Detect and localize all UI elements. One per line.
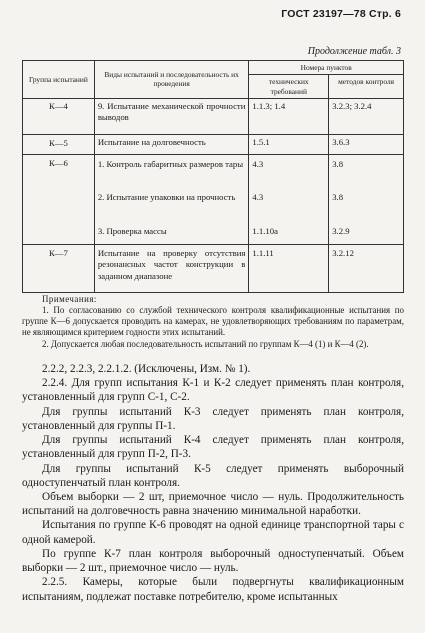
notes-title: Примечания: [42, 294, 97, 304]
cell-group [23, 222, 95, 244]
cell-test: 9. Испытание механической прочности выводов [94, 98, 249, 134]
cell-tech: 1.5.1 [249, 134, 329, 154]
cell-test: 3. Проверка массы [94, 222, 249, 244]
paragraph: По группе К-7 план контроля выборочный одноступенчатый. Объем выборки — 2 шт., приемочное число — нуль. [22, 547, 404, 575]
paragraph: Для группы испытаний К-3 следует применять план контроля, установленный для группы П-1. [22, 405, 404, 432]
cell-test: Испытание на долговечность [94, 134, 249, 154]
standard-header: ГОСТ 23197—78 Стр. 6 [281, 8, 401, 20]
cell-method: 3.2.3; 3.2.4 [329, 98, 404, 134]
cell-tech: 1.1.10а [249, 222, 329, 244]
cell-test: 1. Контроль габаритных размеров тары [94, 154, 249, 188]
cell-tech: 4.3 [249, 188, 329, 222]
cell-group [23, 188, 95, 222]
table-row [23, 222, 404, 244]
cell-group: К—5 [23, 134, 95, 154]
paragraph: 2.2.2, 2.2.3, 2.2.1.2. (Исключены, Изм. № 1). [42, 363, 251, 375]
paragraph: 2.2.4. Для групп испытания К-1 и К-2 следует применять план контроля, установленный для групп С-1, С-2. [22, 377, 404, 404]
paragraph: Для группы испытаний К-5 следует применять выборочный одноступенчатый план контроля. [22, 462, 404, 489]
notes-block [22, 294, 404, 350]
header-methods: методов контроля [329, 75, 404, 99]
table-continuation-label: Продолжение табл. 3 [307, 46, 401, 57]
header-group: Группа испытаний [23, 61, 95, 99]
body-text [22, 362, 404, 604]
table-row [23, 244, 404, 292]
cell-method: 3.2.9 [329, 222, 404, 244]
note-1: 1. По согласованию со службой технического контроля квалификационные испытания по группе К—6 допускается проводить на камерах, не удовлетворяющих требованиям по параметрам, не являющимся критерием годности этих испытаний. [22, 305, 404, 338]
note-2: 2. Допускается любая последовательность испытаний по группам К—4 (1) и К—4 (2). [42, 338, 369, 349]
table-row [23, 154, 404, 188]
header-tests: Виды испытаний и последовательность их проведения [94, 61, 249, 99]
cell-test: 2. Испытание упаковки на прочность [94, 188, 249, 222]
test-groups-table [22, 60, 404, 293]
paragraph: 2.2.5. Камеры, которые были подвергнуты квалификационным испытаниям, подлежат поставке потребителю, кроме испытанных [22, 576, 404, 603]
cell-test: Испытание на проверку отсутствия резонансных частот конструкции в заданном диапазоне [94, 244, 249, 292]
table-row [23, 134, 404, 154]
header-tech: технических требований [249, 75, 329, 99]
table-row [23, 98, 404, 134]
paragraph: Объем выборки — 2 шт, приемочное число — нуль. Продолжительность испытаний на долговечность равна значению минимальной наработки. [22, 490, 404, 518]
cell-method: 3.2.12 [329, 244, 404, 292]
cell-method: 3.8 [329, 154, 404, 188]
paragraph: Для группы испытаний К-4 следует применять план контроля, установленный для групп П-2, П-3. [22, 434, 404, 461]
cell-tech: 1.1.3; 1.4 [249, 98, 329, 134]
cell-group: К—6 [23, 154, 95, 188]
table-row [23, 188, 404, 222]
cell-tech: 4.3 [249, 154, 329, 188]
cell-tech: 1.1.11 [249, 244, 329, 292]
cell-method: 3.6.3 [329, 134, 404, 154]
cell-group: К—7 [23, 244, 95, 292]
cell-method: 3.8 [329, 188, 404, 222]
cell-group: К—4 [23, 98, 95, 134]
paragraph: Испытания по группе К-6 проводят на одной единице транспортной тары с одной камерой. [22, 519, 404, 546]
header-numbers: Номера пунктов [249, 61, 404, 75]
